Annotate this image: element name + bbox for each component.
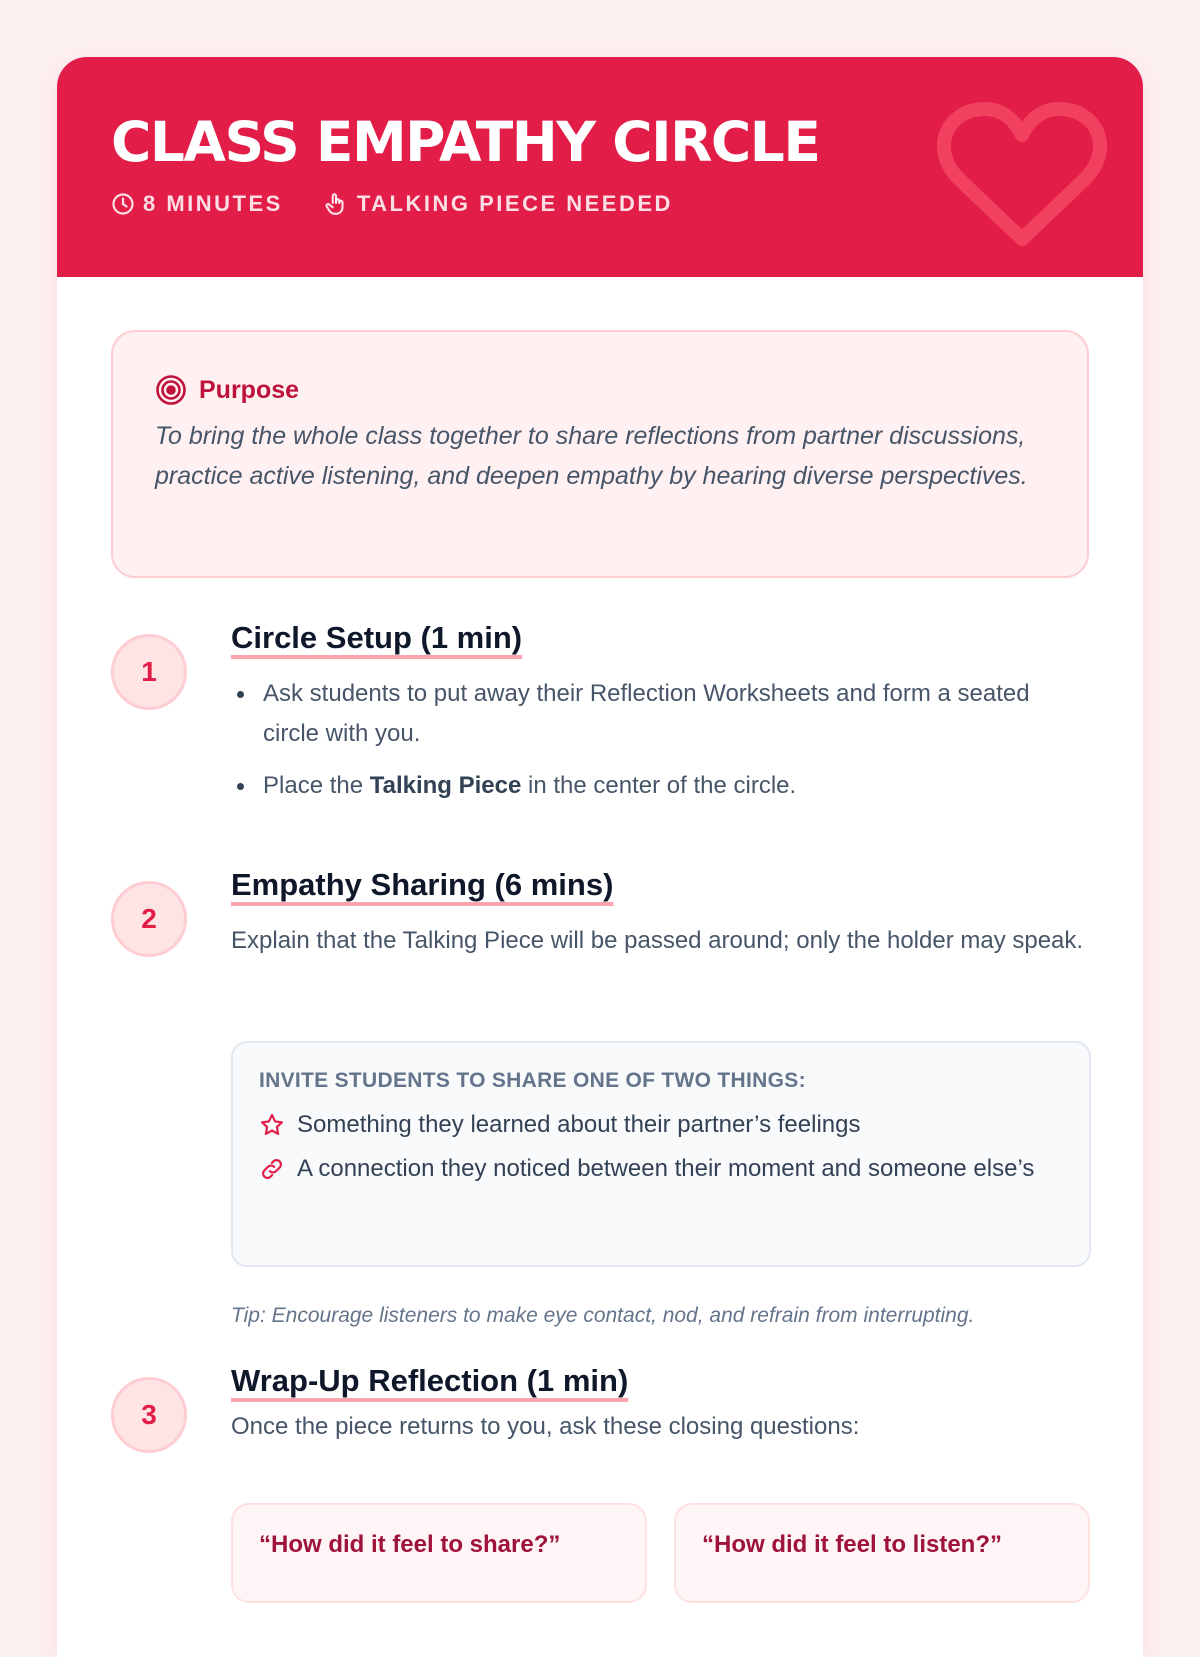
activity-card — [57, 57, 1143, 1657]
invite-item-text: A connection they noticed between their moment and someone else’s — [297, 1155, 1035, 1182]
purpose-box — [111, 330, 1089, 578]
list-item-text: Ask students to put away their Reflection Worksheets and form a seated circle with you. — [263, 680, 1030, 747]
talking-piece-emphasis: Talking Piece — [369, 772, 522, 799]
hand-icon — [323, 191, 349, 217]
requirement-meta — [323, 191, 673, 217]
tip-text: Tip: Encourage listeners to make eye contact, nod, and refrain from interrupting. — [231, 1304, 975, 1327]
invite-box — [231, 1041, 1091, 1267]
invite-heading: INVITE STUDENTS TO SHARE ONE OF TWO THINGS: — [259, 1069, 806, 1092]
page-title: CLASS EMPATHY CIRCLE — [111, 110, 820, 174]
link-icon — [259, 1156, 285, 1182]
requirement-label: TALKING PIECE NEEDED — [356, 191, 673, 216]
clock-icon — [111, 192, 135, 216]
list-item-text-after: in the center of the circle. — [521, 772, 797, 799]
step-description: Once the piece returns to you, ask these closing questions: — [231, 1413, 860, 1440]
step-title: Wrap-Up Reflection (1 min) — [231, 1363, 629, 1398]
purpose-label: Purpose — [199, 375, 300, 404]
duration-label: 8 MINUTES — [143, 191, 283, 216]
duration-meta — [111, 191, 283, 217]
invite-item — [259, 1149, 1063, 1189]
list-item-text-before: Place the — [263, 772, 370, 799]
list-item — [231, 674, 1091, 754]
invite-item — [259, 1105, 1063, 1145]
meta-row — [111, 191, 713, 217]
setup-list — [231, 674, 1091, 818]
purpose-text: To bring the whole class together to share reflections from partner discussions, practice active listening, and deepen empathy by hearing diverse perspectives. — [155, 422, 1028, 490]
card-header — [57, 57, 1143, 277]
invite-item-text: Something they learned about their partner’s feelings — [297, 1111, 861, 1138]
step-number: 2 — [111, 881, 187, 957]
star-icon — [259, 1112, 285, 1138]
target-icon — [155, 374, 187, 406]
purpose-heading — [155, 374, 1047, 406]
step-title: Empathy Sharing (6 mins) — [231, 867, 614, 902]
question-card: “How did it feel to listen?” — [674, 1503, 1090, 1603]
list-item — [231, 766, 1091, 806]
question-card: “How did it feel to share?” — [231, 1503, 647, 1603]
step-number: 1 — [111, 634, 187, 710]
step-title: Circle Setup (1 min) — [231, 620, 523, 655]
step-description: Explain that the Talking Piece will be passed around; only the holder may speak. — [231, 927, 1084, 954]
step-number: 3 — [111, 1377, 187, 1453]
heart-icon — [937, 99, 1107, 249]
